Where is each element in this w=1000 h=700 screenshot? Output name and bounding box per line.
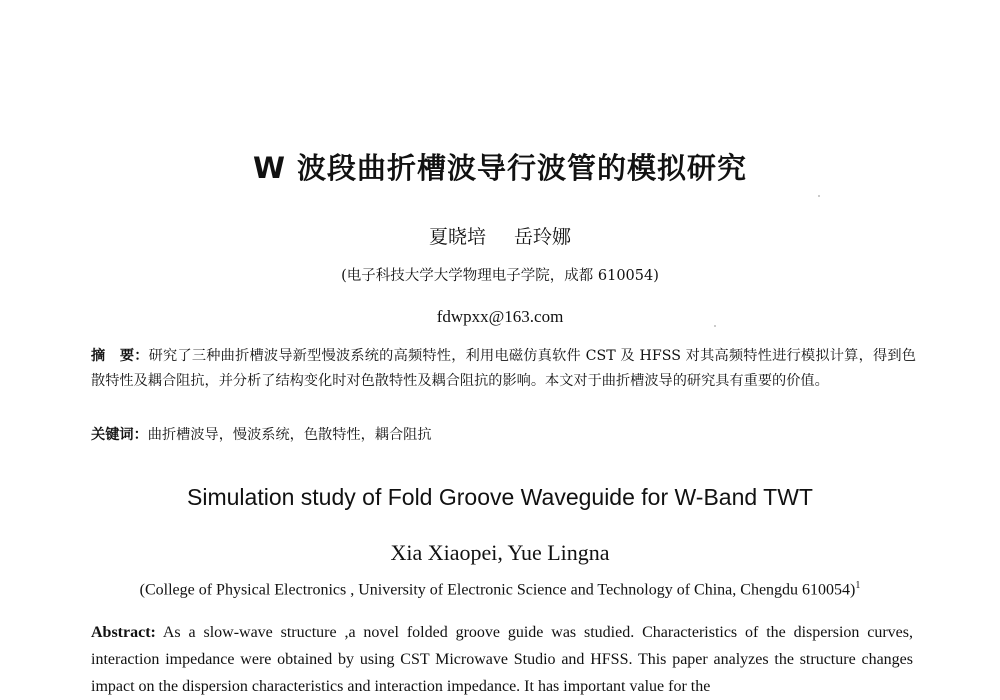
author-email: fdwpxx@163.com [436,307,564,326]
english-abstract-text: As a slow-wave structure ,a novel folded groove guide was studied. Characteristics of the dispersion curves, interaction impedance were obtained by using CST Microwave Studio and HFSS. This paper analyzes the structure changes impact on the dispersion characteristics and interaction impedance. It has important value for the [91,624,913,695]
chinese-title: W 波段曲折槽波导行波管的模拟研究 [252,151,748,185]
chinese-authors: 夏晓培 岳玲娜 [428,226,572,248]
chinese-abstract-text: 研究了三种曲折槽波导新型慢波系统的高频特性，利用电磁仿真软件 CST 及 HFSS 对其高频特性进行模拟计算，得到色散特性及耦合阻抗，并分析了结构变化时对色散特性及耦合阻抗的影响。本文对于曲折槽波导的研究具有重要的价值。 [91,348,916,389]
english-authors: Xia Xiaopei, Yue Lingna [390,540,610,565]
scan-speck [714,325,716,327]
footnote-marker: 1 [855,580,861,591]
english-abstract-label: Abstract: [91,624,156,641]
chinese-keywords-text: 曲折槽波导，慢波系统，色散特性，耦合阻抗 [147,427,432,443]
english-affiliation-text: (College of Physical Electronics , University of Electronic Science and Technology of China, Chengdu 610054) [139,581,856,599]
chinese-keywords-label: 关键词： [91,427,148,443]
chinese-abstract [91,344,916,394]
chinese-keywords [91,424,916,446]
chinese-abstract-label: 摘 要： [91,348,149,364]
scan-speck [818,195,820,197]
chinese-affiliation: (电子科技大学大学物理电子学院，成都 610054) [341,268,659,284]
english-affiliation [0,580,1000,599]
english-title: Simulation study of Fold Groove Waveguide for W-Band TWT [187,484,813,510]
